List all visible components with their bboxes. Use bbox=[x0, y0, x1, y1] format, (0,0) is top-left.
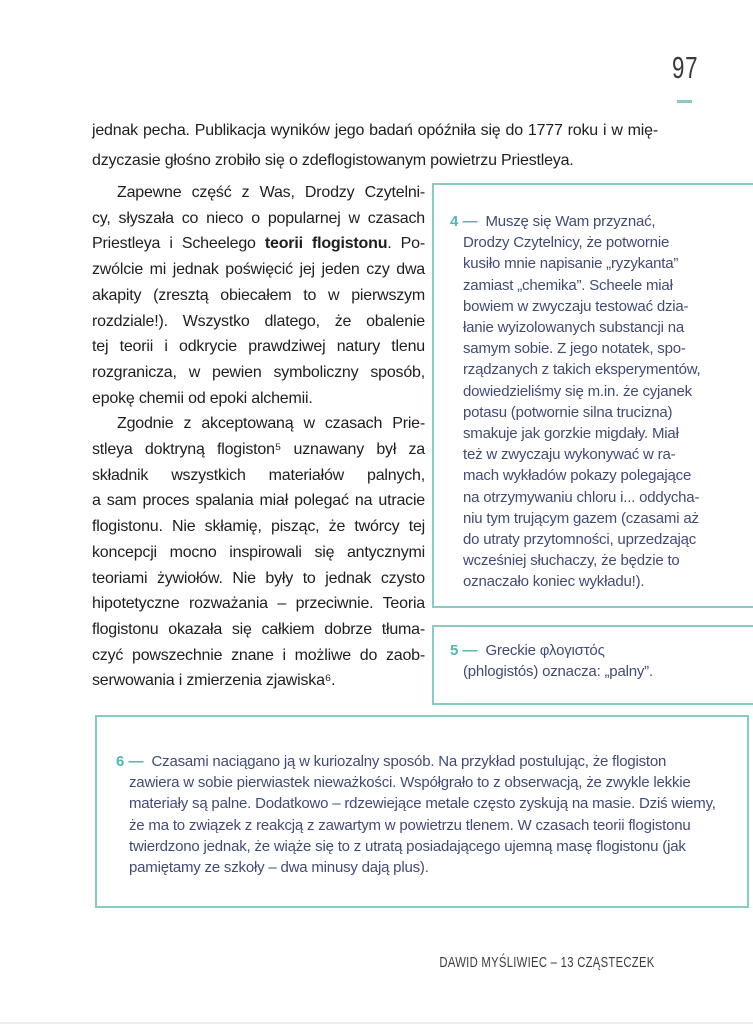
text-line: hipotetyczne rozważania – przeciwnie. Teoria bbox=[92, 595, 425, 613]
footnote-4-marker: 4 — bbox=[450, 213, 478, 230]
text-line: jednak pecha. Publikacja wyników jego badań opóźniła się do 1777 roku i w mię- bbox=[92, 122, 658, 139]
bold-line-prefix: Priestleya i Scheelego bbox=[92, 235, 265, 253]
bold-phrase-teorii-flogistonu: teorii flogistonu bbox=[264, 235, 388, 253]
footnote-6-marker: 6 — bbox=[116, 753, 144, 770]
text-line: akapity (zresztą obiecałem to w pierwszym bbox=[92, 286, 425, 304]
text-line: rozdziale!). Wszystko dlatego, że obalenie bbox=[92, 312, 425, 330]
text-line: smakuje jak gorzkie migdały. Miał bbox=[463, 425, 679, 443]
text-line: epokę chemii od epoki alchemii. bbox=[92, 389, 313, 407]
text-line: twierdzono jednak, że wiąże się to z utratą posiadającego ujemną masę flogistonu (jak bbox=[129, 837, 686, 855]
footnote-5-text bbox=[463, 661, 753, 682]
text-line: łanie wyizolowanych substancji na bbox=[463, 319, 685, 337]
text-line: zamiast „chemika”. Scheele miał bbox=[463, 276, 673, 294]
text-line: flogistonu. Nie skłamię, pisząc, że twórcy tej bbox=[92, 518, 425, 536]
text-line: na otrzymywaniu chloru i... oddycha- bbox=[463, 488, 700, 506]
text-line: serwowania i zmierzenia zjawiska⁶. bbox=[92, 672, 336, 690]
footnote-box-5 bbox=[432, 625, 753, 705]
text-line: (phlogistós) oznacza: „palny”. bbox=[463, 663, 653, 681]
text-line: samym sobie. Z jego notatek, spo- bbox=[463, 340, 686, 358]
text-line: flogistonu okazała się całkiem dobrze tłuma- bbox=[92, 620, 425, 638]
text-line: że ma to związek z reakcją z zawartym w powietrzu tlenem. W czasach teorii flogistonu bbox=[129, 816, 691, 834]
text-line: do utraty przytomności, uprzedzając bbox=[463, 531, 697, 549]
page-number-underline bbox=[677, 100, 692, 103]
text-line: Drodzy Czytelnicy, że potwornie bbox=[463, 234, 670, 252]
text-line: zwólcie mi jednak poświęcić jej jeden czy dwa bbox=[92, 261, 425, 279]
text-line: dowiedzieliśmy się m.in. że cyjanek bbox=[463, 382, 692, 400]
footnote-6-first-line bbox=[116, 751, 739, 772]
text-line: Zapewne część z Was, Drodzy Czytelni- bbox=[117, 184, 425, 201]
text-line: zawiera w sobie pierwiastek nieważkości. Współgrało to z obserwacją, że zwykle lekkie bbox=[129, 774, 691, 792]
paragraph-phlogiston-end bbox=[92, 257, 425, 411]
bold-line-suffix: . Po- bbox=[387, 235, 425, 253]
footnote-4-text bbox=[463, 232, 753, 592]
text-line: materiały są palne. Dodatkowo – rdzewiejące metale często zyskują na masie. Dziś wiemy, bbox=[129, 795, 716, 813]
text-line: cy, słyszała co nieco o popularnej w czasach bbox=[92, 209, 425, 227]
paragraph-doctrine bbox=[92, 411, 425, 694]
text-line: rozgranicza, w pewien symboliczny sposób, bbox=[92, 363, 425, 381]
text-line: oznaczało koniec wykładu!). bbox=[463, 573, 645, 591]
text-line: dzyczasie głośno zrobiło się o zdeflogistowanym powietrzu Priestleya. bbox=[92, 152, 574, 169]
text-line: wcześniej słuchaczy, że będzie to bbox=[463, 552, 680, 570]
text-line: bowiem w zwyczaju testować dzia- bbox=[463, 297, 689, 315]
footnote-4-text-start: Muszę się Wam przyznać, bbox=[485, 213, 656, 230]
page-number: 97 bbox=[672, 50, 699, 85]
footnote-box-4 bbox=[432, 183, 753, 608]
text-line: mach wykładów pokazy polegające bbox=[463, 467, 692, 485]
text-line: tej teorii i odkrycie prawdziwej natury tlenu bbox=[92, 338, 425, 356]
text-line: składnik wszystkich materiałów palnych, bbox=[92, 466, 425, 484]
text-line-with-bold bbox=[92, 231, 425, 257]
text-line: niu tym trującym gazem (czasami aż bbox=[463, 509, 699, 527]
text-line: kusiło mnie napisanie „ryzykanta” bbox=[463, 255, 679, 273]
text-line: pamiętamy ze szkoły – dwa minusy dają plus). bbox=[129, 859, 429, 877]
footnote-6-text bbox=[129, 772, 739, 878]
main-text-column bbox=[92, 180, 425, 694]
text-line: stleya doktryną flogiston⁵ uznawany był za bbox=[92, 441, 425, 459]
footnote-4-first-line bbox=[450, 211, 753, 232]
paragraph-phlogiston-theory bbox=[92, 180, 425, 411]
text-line: a sam proces spalania miał polegać na utracie bbox=[92, 492, 425, 510]
text-line: potasu (potwornie silna trucizna) bbox=[463, 403, 673, 421]
text-line: czyć powszechnie znane i możliwe do zaob- bbox=[92, 646, 425, 664]
footnote-5-marker: 5 — bbox=[450, 642, 478, 659]
footnote-6-text-start: Czasami naciągano ją w kuriozalny sposób. Na przykład postulując, że flogiston bbox=[151, 753, 667, 770]
paragraph-intro bbox=[92, 116, 658, 176]
text-line: też w zwyczaju wykonywać w ra- bbox=[463, 446, 676, 464]
page-footer-author-title: DAWID MYŚLIWIEC – 13 CZĄSTECZEK bbox=[439, 954, 655, 971]
text-line: teoriami żywiołów. Nie były to jednak czysto bbox=[92, 569, 425, 587]
footnote-5-first-line bbox=[450, 640, 753, 661]
text-line: koncepcji mocno inspirowali się antycznymi bbox=[92, 543, 425, 561]
footnote-5-text-start: Greckie φλογιστός bbox=[485, 642, 605, 659]
paragraph-phlogiston-start bbox=[92, 180, 425, 231]
text-line: Zgodnie z akceptowaną w czasach Prie- bbox=[117, 415, 425, 433]
footnote-box-6 bbox=[95, 715, 749, 908]
text-line: rządzanych z takich eksperymentów, bbox=[463, 361, 701, 379]
